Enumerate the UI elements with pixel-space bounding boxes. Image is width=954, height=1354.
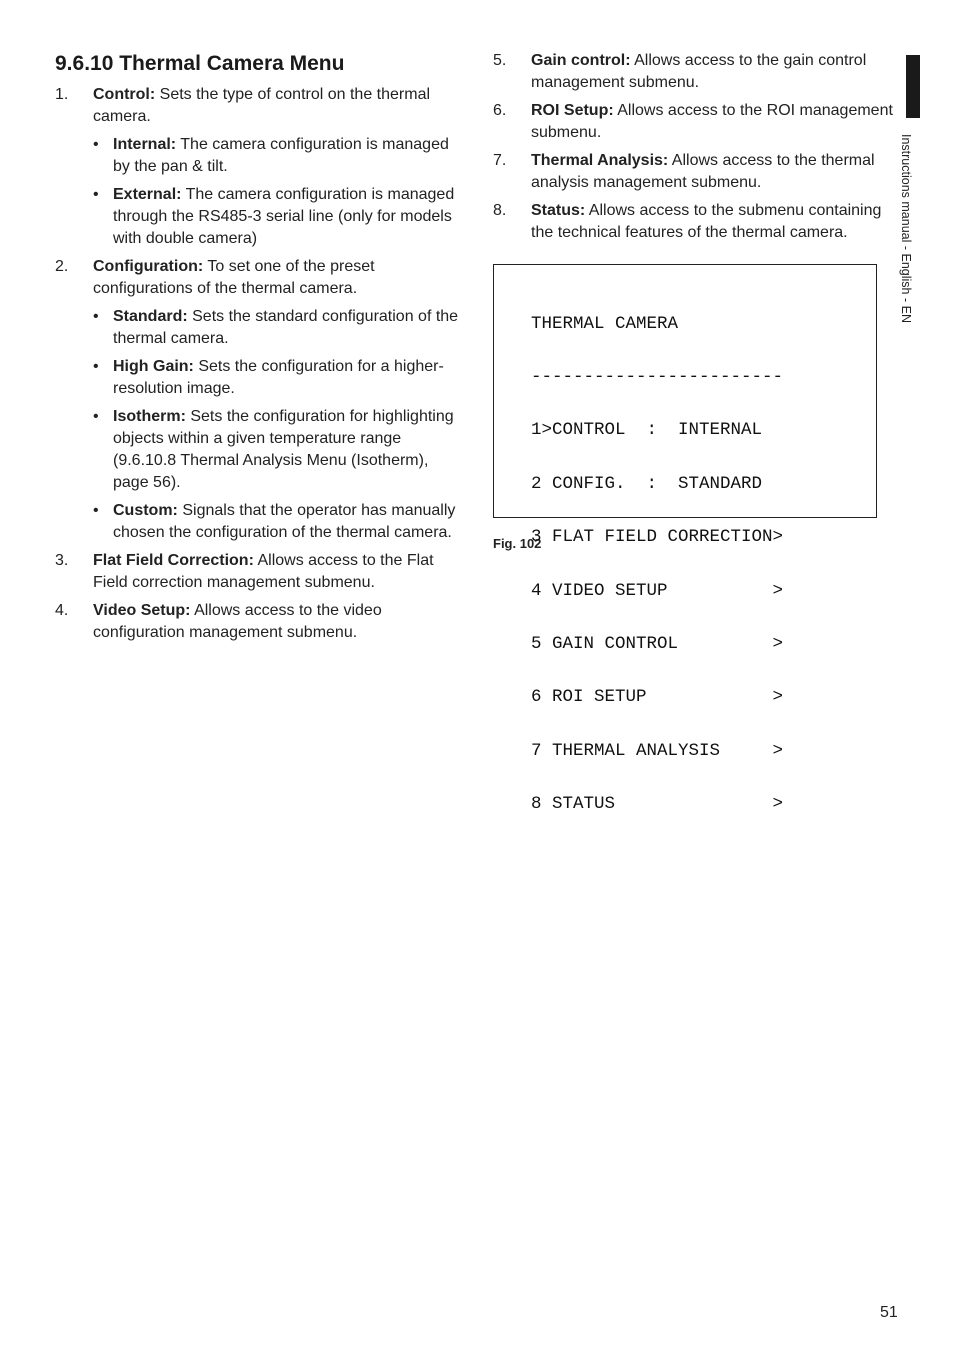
- bullet-standard: [93, 306, 460, 350]
- bullet-term: Isotherm:: [113, 408, 186, 425]
- right-column: [493, 50, 898, 815]
- item-number: 6.: [493, 102, 507, 119]
- bullet-icon: •: [93, 358, 99, 375]
- osd-menu-line-roi-setup: 6 ROI SETUP >: [531, 687, 784, 708]
- item-text: Allows access to the Flat Field correction management submenu.: [93, 552, 434, 591]
- bullet-icon: •: [93, 408, 99, 425]
- list-item-control: [55, 84, 460, 250]
- bullet-term: High Gain:: [113, 358, 194, 375]
- chapter-tab-marker: [906, 55, 920, 118]
- bullet-internal: [93, 134, 460, 178]
- osd-menu-title: THERMAL CAMERA: [531, 313, 679, 334]
- item-number: 3.: [55, 552, 69, 569]
- item-number: 5.: [493, 52, 507, 69]
- item-text: Allows access to the gain control management submenu.: [531, 52, 867, 91]
- bullet-term: Standard:: [113, 308, 188, 325]
- item-text: Allows access to the thermal analysis management submenu.: [531, 152, 875, 191]
- list-item-status: [493, 200, 898, 244]
- osd-menu-text: [531, 280, 783, 850]
- figure-caption: Fig. 102: [493, 536, 542, 551]
- list-item-configuration: [55, 256, 460, 544]
- item-term: Configuration:: [93, 258, 204, 275]
- item-text: Sets the type of control on the thermal camera.: [93, 86, 431, 125]
- control-options: [93, 134, 460, 250]
- bullet-text: The camera configuration is managed by the pan & tilt.: [113, 136, 449, 175]
- osd-menu-line-status: 8 STATUS >: [531, 794, 784, 815]
- osd-menu-line-flat-field: 3 FLAT FIELD CORRECTION>: [531, 527, 784, 548]
- bullet-text: Sets the configuration for a higher-resolution image.: [113, 358, 444, 397]
- page-number: 51: [880, 1304, 898, 1321]
- item-number: 1.: [55, 86, 69, 103]
- osd-menu-line-config: 2 CONFIG. : STANDARD: [531, 473, 763, 494]
- bullet-text: Sets the standard configuration of the thermal camera.: [113, 308, 459, 347]
- configuration-options: [93, 306, 460, 544]
- item-term: Flat Field Correction:: [93, 552, 254, 569]
- side-label: Instructions manual - English - EN: [899, 134, 913, 323]
- bullet-custom: [93, 500, 460, 544]
- osd-menu-line-gain-control: 5 GAIN CONTROL >: [531, 633, 784, 654]
- item-number: 4.: [55, 602, 69, 619]
- left-column: [55, 50, 460, 650]
- list-item-roi-setup: [493, 100, 898, 144]
- item-term: Gain control:: [531, 52, 631, 69]
- bullet-term: External:: [113, 186, 182, 203]
- bullet-icon: •: [93, 502, 99, 519]
- osd-menu-divider: ------------------------: [531, 366, 784, 387]
- list-item-video-setup: [55, 600, 460, 644]
- list-item-thermal-analysis: [493, 150, 898, 194]
- bullet-text: Signals that the operator has manually chosen the configuration of the thermal camera.: [113, 502, 456, 541]
- list-item-gain-control: [493, 50, 898, 94]
- section-title: 9.6.10 Thermal Camera Menu: [55, 52, 345, 75]
- osd-menu-line-control: 1>CONTROL : INTERNAL: [531, 420, 763, 441]
- item-text: Allows access to the video configuration management submenu.: [93, 602, 382, 641]
- bullet-isotherm: [93, 406, 460, 494]
- list-item-flat-field-correction: [55, 550, 460, 594]
- item-term: Thermal Analysis:: [531, 152, 669, 169]
- bullet-term: Custom:: [113, 502, 178, 519]
- bullet-high-gain: [93, 356, 460, 400]
- bullet-external: [93, 184, 460, 250]
- item-term: Video Setup:: [93, 602, 191, 619]
- item-term: ROI Setup:: [531, 102, 614, 119]
- item-number: 7.: [493, 152, 507, 169]
- item-text: Allows access to the submenu containing the technical features of the thermal camera.: [531, 202, 882, 241]
- bullet-icon: •: [93, 136, 99, 153]
- item-text: To set one of the preset configurations of the thermal camera.: [93, 258, 375, 297]
- item-number: 2.: [55, 258, 69, 275]
- bullet-term: Internal:: [113, 136, 177, 153]
- item-term: Status:: [531, 202, 586, 219]
- osd-menu-line-thermal-analysis: 7 THERMAL ANALYSIS >: [531, 740, 784, 761]
- bullet-text: The camera configuration is managed through the RS485-3 serial line (only for models with double camera): [113, 186, 455, 247]
- item-text: Allows access to the ROI management submenu.: [531, 102, 893, 141]
- bullet-text: Sets the configuration for highlighting objects within a given temperature range (9.6.10.8 Thermal Analysis Menu (Isotherm), page 56).: [113, 408, 454, 491]
- bullet-icon: •: [93, 186, 99, 203]
- bullet-icon: •: [93, 308, 99, 325]
- item-term: Control:: [93, 86, 156, 103]
- osd-menu-line-video-setup: 4 VIDEO SETUP >: [531, 580, 784, 601]
- item-number: 8.: [493, 202, 507, 219]
